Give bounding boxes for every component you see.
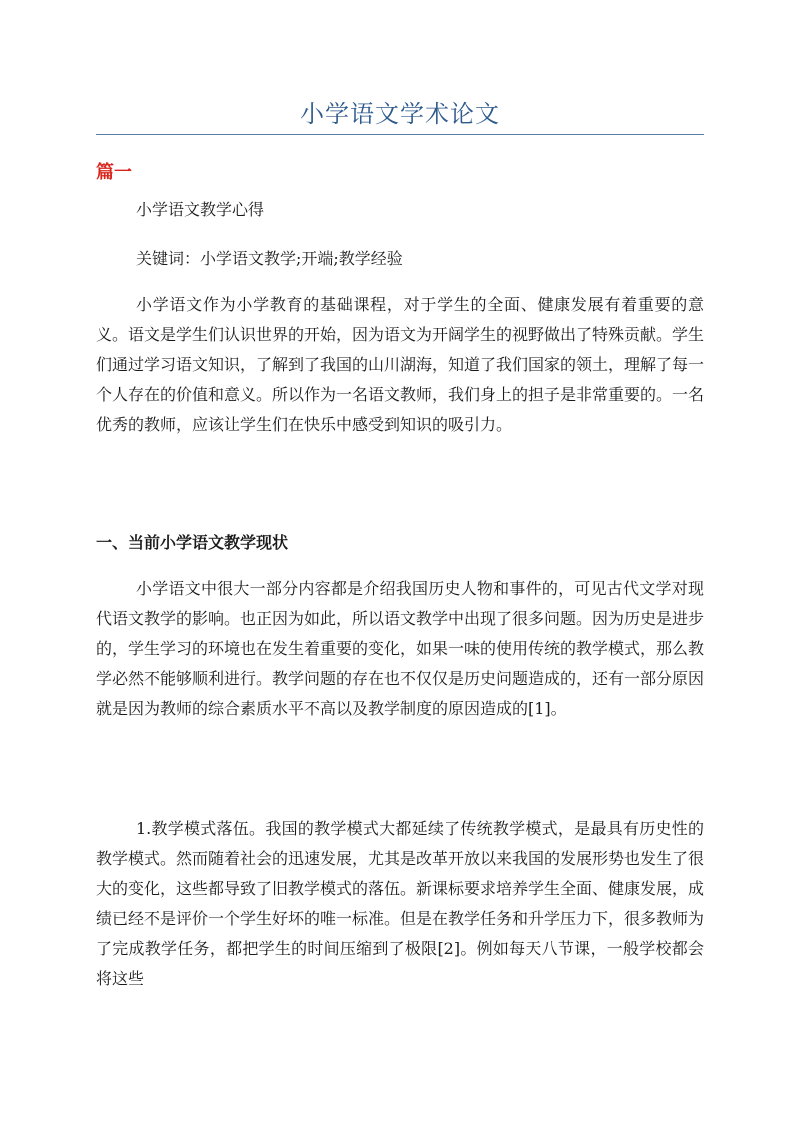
keywords-line: 关键词：小学语文教学;开端;教学经验	[136, 249, 403, 268]
document-title: 小学语文学术论文	[300, 100, 500, 128]
section-heading: 一、当前小学语文教学现状	[96, 533, 289, 552]
section-label: 篇一	[96, 162, 132, 183]
point-1-paragraph: 1.教学模式落伍。我国的教学模式大都延续了传统教学模式，是最具有历史性的教学模式。然而随着社会的迅速发展，尤其是改革开放以来我国的发展形势也发生了很大的变化，这些都导致了旧教学模式的落伍。新课标要求培养学生全面、健康发展，成绩已经不是评价一个学生好坏的唯一标准。但是在教学任务和升学压力下，很多教师为了完成教学任务，都把学生的时间压缩到了极限[2]。例如每天八节课，一般学校都会将这些	[96, 819, 705, 988]
intro-paragraph: 小学语文作为小学教育的基础课程，对于学生的全面、健康发展有着重要的意义。语文是学生们认识世界的开始，因为语文为开阔学生的视野做出了特殊贡献。学生们通过学习语文知识，了解到了我国的山川湖海，知道了我们国家的领土，理解了每一个人存在的价值和意义。所以作为一名语文教师，我们身上的担子是非常重要的。一名优秀的教师，应该让学生们在快乐中感受到知识的吸引力。	[96, 295, 705, 434]
article-subtitle: 小学语文教学心得	[136, 200, 265, 219]
title-divider	[96, 134, 704, 135]
status-paragraph: 小学语文中很大一部分内容都是介绍我国历史人物和事件的，可见古代文学对现代语文教学的影响。也正因为如此，所以语文教学中出现了很多问题。因为历史是进步的，学生学习的环境也在发生着重要的变化，如果一味的使用传统的教学模式，那么教学必然不能够顺利进行。教学问题的存在也不仅仅是历史问题造成的，还有一部分原因就是因为教师的综合素质水平不高以及教学制度的原因造成的[1]。	[96, 579, 705, 718]
